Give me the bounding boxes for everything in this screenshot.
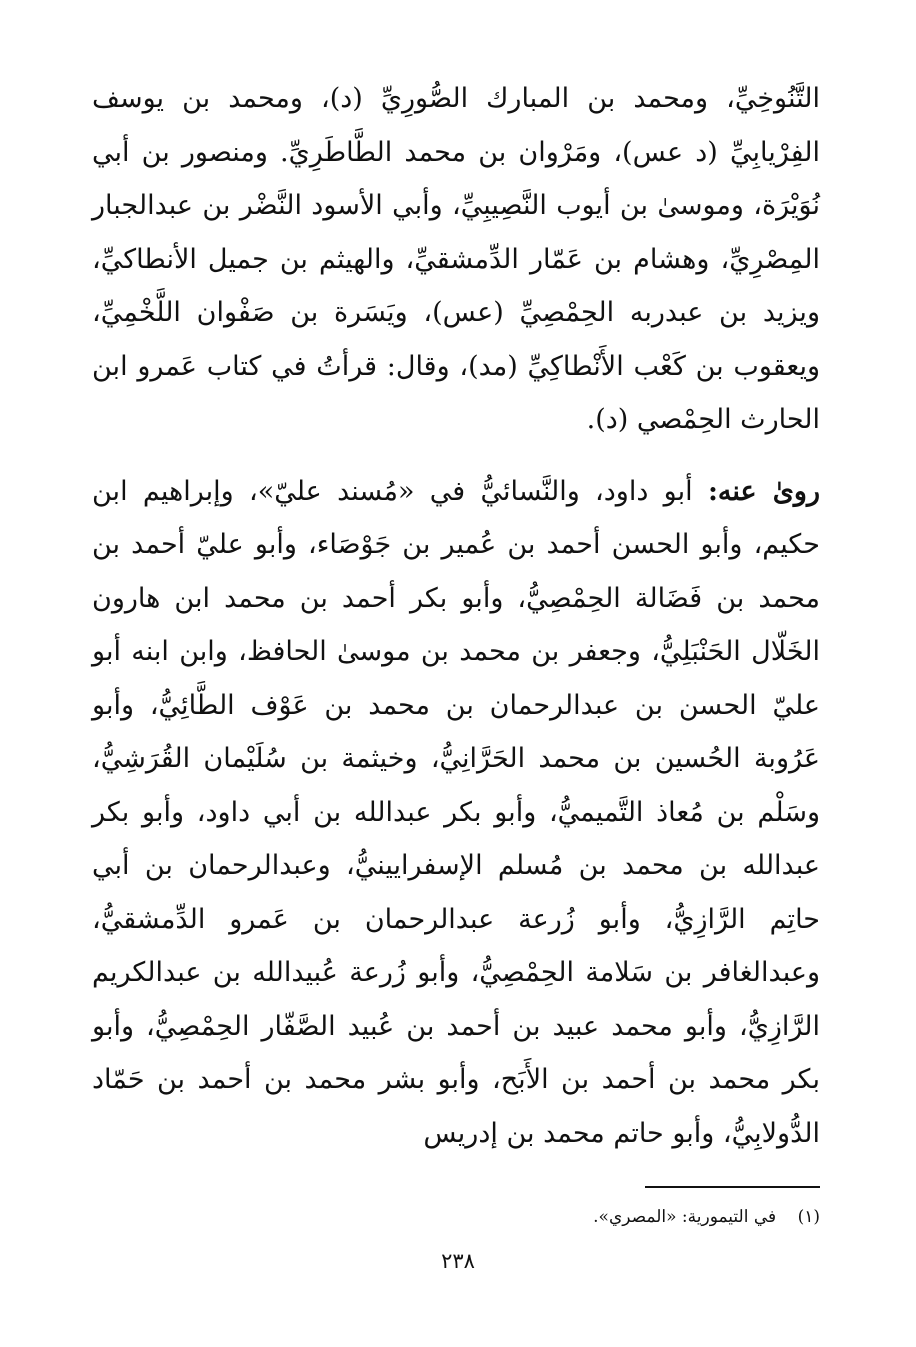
paragraph-teachers: [92, 72, 820, 447]
paragraph-gap: [92, 447, 820, 465]
body-text: [92, 72, 820, 1160]
paragraph-narrators: [92, 465, 820, 1161]
footnote-marker: (١): [797, 1207, 820, 1227]
paragraph-lead: روىٰ عنه:: [707, 475, 820, 507]
paragraph-text: أبو داود، والنَّسائيُّ في «مُسند عليّ»، وإبراهيم ابن حكيم، وأبو الحسن أحمد بن عُمير بن جَوْصَاء، وأبو عليّ أحمد بن محمد بن فَضَالة الحِمْصِيُّ، وأبو بكر أحمد بن محمد ابن هارون الخَلّال الحَنْبَلِيُّ، وجعفر بن محمد بن موسىٰ الحافظ، وابن ابنه أبو عليّ الحسن بن عبدالرحمان بن محمد بن عَوْف الطَّائِيُّ، وأبو عَرُوبة الحُسين بن محمد الحَرَّانِيُّ، وخيثمة بن سُلَيْمان القُرَشِيُّ، وسَلْم بن مُعاذ التَّميميُّ، وأبو بكر عبدالله بن أبي داود، وأبو بكر عبدالله بن محمد بن مُسلم الإسفرايينيُّ، وعبدالرحمان بن أبي حاتِم الرَّازِيُّ، وأبو زُرعة عبدالرحمان بن عَمرو الدِّمشقيُّ، وعبدالغافر بن سَلامة الحِمْصِيُّ، وأبو زُرعة عُبيدالله بن عبدالكريم الرَّازِيُّ، وأبو محمد عبيد بن أحمد بن عُبيد الصَّفّار الحِمْصِيُّ، وأبو بكر محمد بن أحمد بن الأَبَح، وأبو بشر محمد بن أحمد بن حَمّاد الدُّولابِيُّ، وأبو حاتم محمد بن إدريس: [92, 475, 820, 1149]
footnote-text: في التيمورية: «المصري».: [593, 1207, 777, 1227]
footnote: [593, 1204, 820, 1230]
paragraph-text: التَّنُوخِيِّ، ومحمد بن المبارك الصُّورِيِّ (د)، ومحمد بن يوسف الفِرْيابِيِّ (د عس)، ومَرْوان بن محمد الطَّاطَرِيِّ. ومنصور بن أبي نُوَيْرَة، وموسىٰ بن أيوب النَّصِيبِيِّ، وأبي الأسود النَّضْر بن عبدالجبار المِصْرِيِّ، وهشام بن عَمّار الدِّمشقيِّ، والهيثم بن جميل الأنطاكيِّ، ويزيد بن عبدربه الحِمْصِيِّ (عس)، ويَسَرة بن صَفْوان اللَّخْمِيِّ، ويعقوب بن كَعْب الأَنْطاكِيِّ (مد)، وقال: قرأتُ في كتاب عَمرو ابن الحارث الحِمْصي (د).: [92, 83, 820, 435]
footnote-divider: [645, 1186, 820, 1188]
page-number: ٢٣٨: [441, 1249, 475, 1273]
